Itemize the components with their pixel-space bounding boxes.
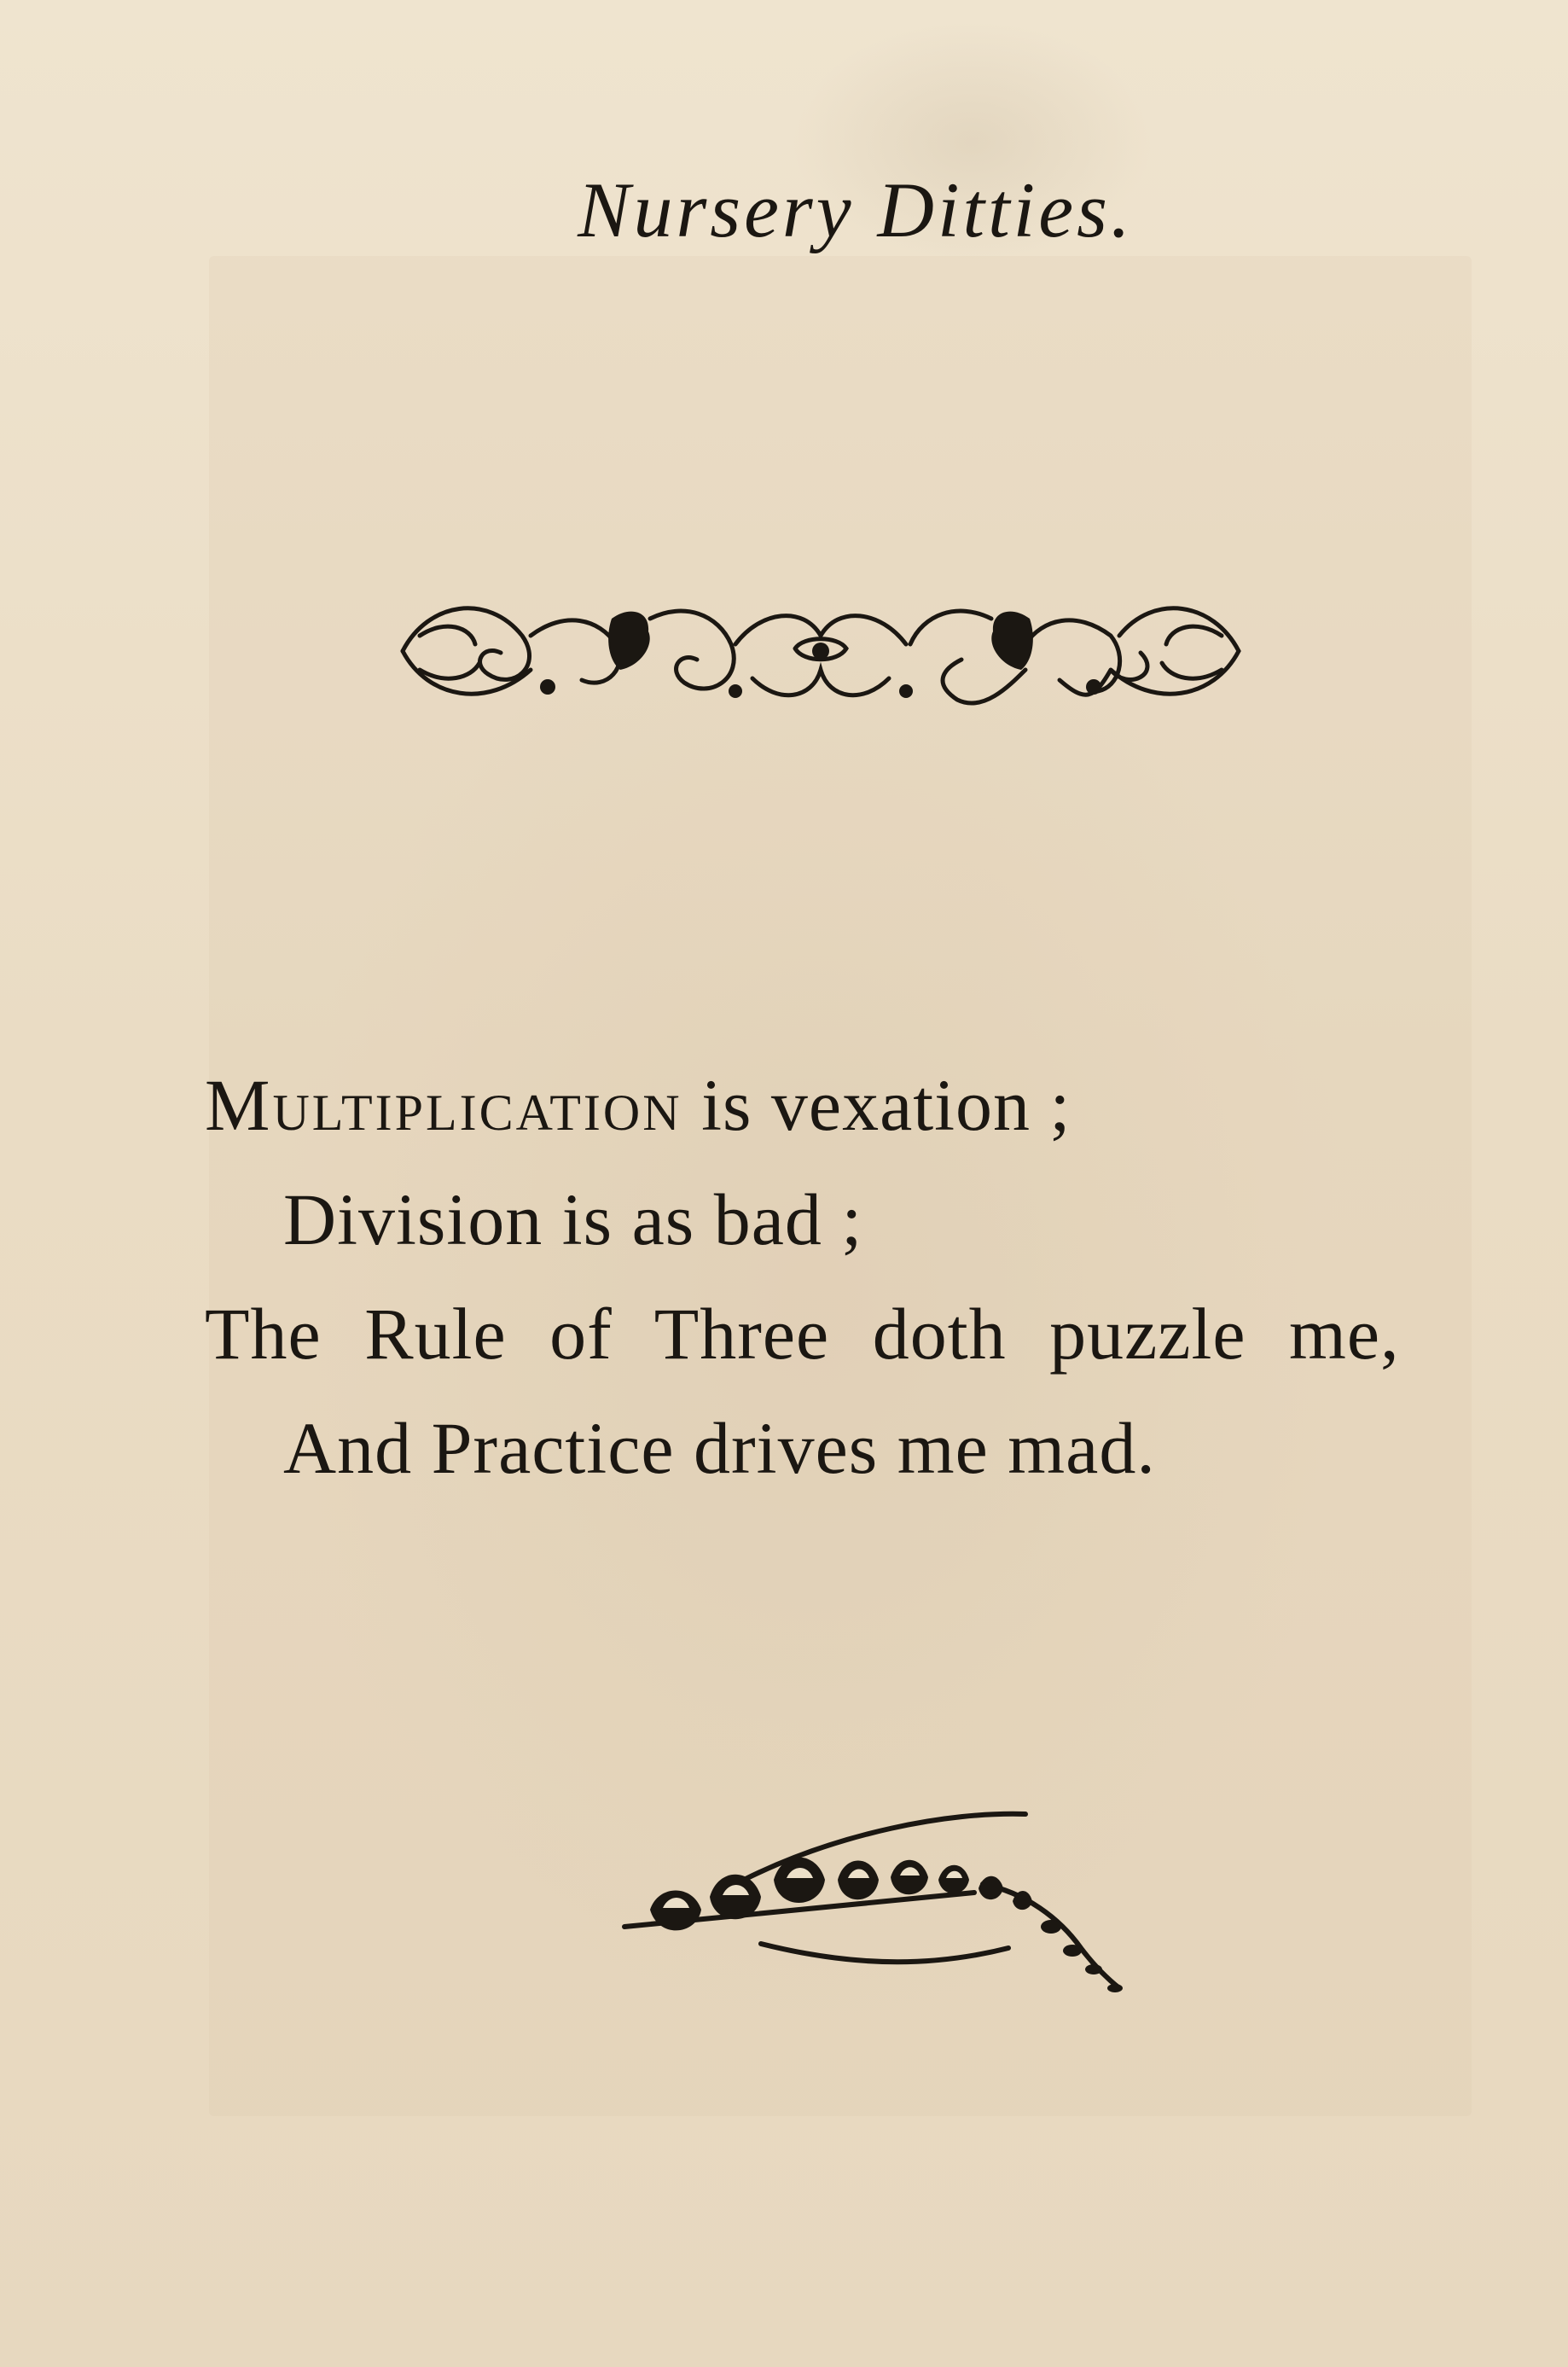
verse-lead-word: Multiplication <box>205 1064 682 1146</box>
verse-line-1 <box>205 1048 1553 1162</box>
running-head: Nursery Ditties. <box>578 166 1134 253</box>
verse-line-4: And Practice drives me mad. <box>283 1407 1156 1489</box>
tailpiece-ornament-icon <box>616 1799 1136 1995</box>
verse-line-2: Division is as bad ; <box>283 1178 863 1260</box>
verse-line-1-text: is vexation ; <box>682 1064 1071 1146</box>
verse-line-3: The Rule of Three doth puzzle me, <box>205 1293 1400 1375</box>
poem-verse <box>205 1048 1553 1505</box>
headpiece-ornament-icon <box>394 584 1247 717</box>
